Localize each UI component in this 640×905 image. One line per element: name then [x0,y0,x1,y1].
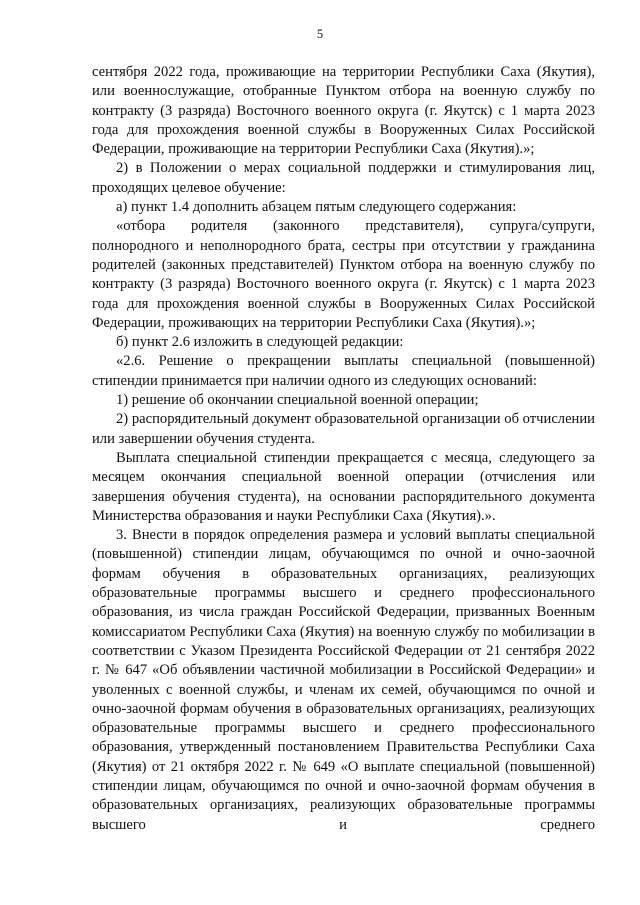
paragraph-subitem-b: б) пункт 2.6 изложить в следующей редакции: [116,334,404,351]
paragraph-basis-2: 2) распорядительный документ образовательной организации об отчислении или завершении обучения студента. [92,411,595,447]
paragraph-item-2: 2) в Положении о мерах социальной поддержки и стимулирования лиц, проходящих целевое обучение: [92,160,595,196]
paragraph-subitem-a: а) пункт 1.4 дополнить абзацем пятым следующего содержания: [116,199,517,216]
paragraph-quote-2-6: «2.6. Решение о прекращении выплаты специальной (повышенной) стипендии принимается при наличии одного из следующих оснований: [92,353,595,389]
paragraph-item-3: 3. Внести в порядок определения размера и условий выплаты специальной (повышенной) стипендии лицам, обучающимся по очной и очно-заочной формам обучения в образовательных организациях, реализующих образовательные программы высшего и среднего профессионального образования, из числа граждан Российской Федерации, призванных Военным комиссариатом Республики Саха (Якутия) на военную службу по мобилизации в соответствии с Указом Президента Российской Федерации от 21 сентября 2022 г. № 647 «Об объявлении частичной мобилизации в Российской Федерации» и уволенных с военной службы, и членам их семей, обучающимся по очной и очно-заочной формам обучения в образовательных организациях, реализующих образовательные программы высшего и среднего профессионального образования, утвержденный постановлением Правительства Республики Саха (Якутия) от 21 октября 2022 г. № 649 «О выплате специальной (повышенной) стипендии лицам, обучающимся по очной и очно-заочной формам обучения в образовательных организациях, реализующих образовательные программы высшего и среднего [92,527,595,833]
paragraph-continuation: сентября 2022 года, проживающие на территории Республики Саха (Якутия), или военнослужащие, отобранные Пунктом отбора на военную службу по контракту (3 разряда) Восточного военного округа (г. Якутск) с 1 марта 2023 года для прохождения военной службы в Вооруженных Силах Российской Федерации, проживающие на территории Республики Саха (Якутия).»; [92,64,595,158]
page-number: 5 [316,27,324,41]
paragraph-quote-1-4: «отбора родителя (законного представителя), супруга/супруги, полнородного и неполнородного брата, сестры при отсутствии у гражданина родителей (законных представителей) Пунктом отбора на военную службу по контракту (3 разряда) Восточного военного округа (г. Якутск) с 1 марта 2023 года для прохождения военной службы в Вооруженных Силах Российской Федерации, проживающих на территории Республики Саха (Якутия).»; [92,218,595,331]
paragraph-payment-termination: Выплата специальной стипендии прекращается с месяца, следующего за месяцем окончания специальной военной операции (отчисления или завершения обучения студента), на основании распорядительного документа Министерства образования и науки Республики Саха (Якутия).». [92,449,595,524]
paragraph-basis-1: 1) решение об окончании специальной военной операции; [116,392,479,409]
document-body [92,63,595,835]
